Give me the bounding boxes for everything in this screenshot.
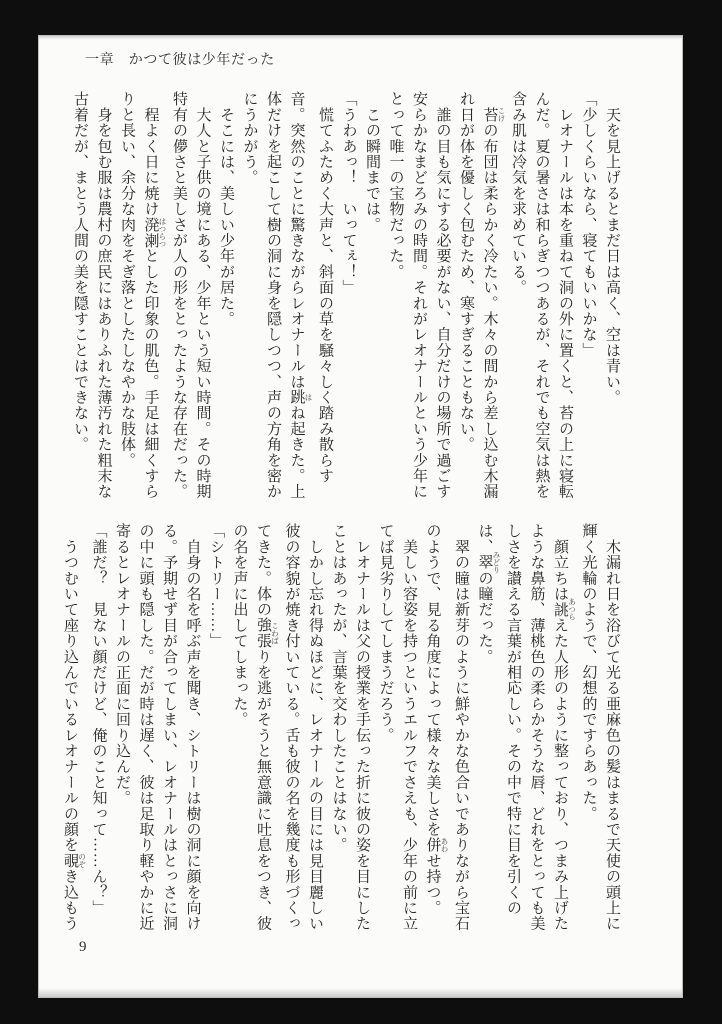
text-column: しかし忘れ得ぬほどに、レオナールの目には見目麗しい (307, 523, 323, 932)
ruby-annotation: 溌溂 はつらつ (142, 216, 167, 249)
text-column: は、翠 みどりの瞳だった。 (476, 523, 501, 665)
text-column: しさを讃える言葉が相応しい。その中で特に目を引くの (505, 523, 521, 916)
ruby-annotation: 苔 こけ (481, 106, 506, 123)
text-column: 木漏れ日を浴びて光る亜麻色の髪はまるで天使の頭上に (604, 523, 620, 932)
text-column: そこには、美しい少年が居た。 (218, 91, 234, 327)
ruby-annotation: 併 あわ (424, 837, 449, 853)
text-tier-upper (72, 91, 623, 500)
text-column: 彼の容貌が焼き付いている。舌も彼の名を幾度も形づくっ (283, 523, 300, 932)
text-column: とって唯一の宝物だった。 (387, 91, 404, 280)
text-column: 身を包む服は農村の庶民にはありふれた薄汚れた粗末な (95, 91, 112, 500)
text-column: 「シトリー……」 (208, 523, 224, 649)
text-column: 美しい容姿を持つというエルフでさえも、少年の前に立 (401, 523, 417, 932)
text-column: ことはあったが、言葉を交わしたことはない。 (330, 523, 347, 853)
text-column: 誰の目も気にする必要がない、自分だけの場所で過ごす (434, 91, 451, 500)
text-column: にうかがう。 (241, 91, 258, 186)
ruby-annotation: 跳 は (288, 389, 313, 406)
text-column: てば見劣りしてしまうだろう。 (377, 523, 394, 743)
text-column: 「少しくらいなら、寝てもいいかな」 (580, 91, 597, 358)
text-column: 安らかなまどろみの時間。それがレオナールという少年に (411, 91, 427, 500)
text-column: ような鼻筋、薄桃色の柔らかそうな唇、どれをとっても美 (528, 523, 545, 932)
text-column: 体だけを起こして樹の洞に身を隠しつつ、声の方角を密か (265, 91, 281, 500)
text-column: レオナールは父の授業を手伝った折に彼の姿を目にした (354, 523, 370, 932)
text-column: 大人と子供の境にある、少年という短い時間。その時期 (194, 91, 211, 500)
text-column: のようで、見る角度によって様々な美しさを併 あわせ持つ。 (424, 523, 449, 916)
page-number: 9 (79, 939, 87, 955)
ruby-annotation: 強張 こわば (255, 617, 280, 649)
text-column: 音。突然のことに驚きながらレオナールは跳 はね起きた。上 (288, 91, 313, 500)
text-column: 程よく日に焼け溌溂 はつらつとした印象の肌色。手足は細くすら (142, 91, 167, 500)
text-column: 天を見上げるとまだ日は高く、空は青い。 (604, 91, 620, 405)
text-tier-lower (62, 523, 623, 932)
chapter-header: 一章 かつて彼は少年だった (85, 53, 275, 68)
ruby-annotation: 誂 あつら (552, 598, 577, 621)
text-column: れ日が体を優しく包むため、寒すぎることもない。 (458, 91, 474, 453)
text-column: の中に頭も隠した。だが時は遅く、彼は足取り軽やかに近 (137, 523, 154, 932)
text-column: 慌てふためく大声と、斜面の草を騒々しく踏み散らす (317, 91, 333, 484)
ruby-annotation: 覗 のぞ (62, 852, 87, 869)
text-column: んだ。夏の暑さは和らぎつつあるが、それでも空気は熱を (533, 91, 550, 500)
text-column: 寄るとレオナールの正面に回り込んだ。 (114, 523, 130, 806)
text-column: てきた。体の強張 こわばりを逃がそうと無意識に吐息をつき、彼 (255, 523, 280, 932)
text-column: 顔立ちは誂 あつらえた人形のように整っており、つまみ上げた (552, 523, 577, 932)
text-column: 苔 こけの布団は柔らかく冷たい。木々の間から差し込む木漏 (481, 106, 506, 500)
text-column: りと長い、余分な肉をそぎ落としたしなやかな肢体。 (119, 91, 135, 468)
text-column: 含み肌は冷気を求めている。 (510, 91, 526, 296)
text-column: る。予期せず目が合ってしまい、レオナールはとっさに洞 (161, 523, 177, 932)
text-column: 輝く光輪のようで、幻想的ですらあった。 (580, 523, 597, 822)
text-column: レオナールは本を重ねて洞の外に置くと、苔の上に寝転 (557, 91, 573, 500)
ruby-annotation: 翠 みどり (476, 551, 501, 574)
text-column: 「誰だ？ 見ない顔だけど、俺のこと知って……ん？」 (90, 523, 107, 916)
text-column: 「うわあっ！ いってぇ！」 (340, 91, 357, 296)
text-column: 自身の名を呼ぶ声を聞き、シトリーは樹の洞に顔を向け (184, 523, 201, 932)
book-page (38, 35, 683, 998)
text-column: うつむいて座り込んでいるレオナールの顔を覗 のぞき込もう (62, 523, 87, 932)
text-column: の名を声に出してしまった。 (231, 523, 248, 728)
text-column: 特有の儚さと美しさが人の形をとったような存在だった。 (171, 91, 187, 500)
text-column: この瞬間までは。 (364, 91, 380, 233)
text-column: 古着だが、まとう人間の美を隠すことはできない。 (72, 91, 88, 453)
text-column: 翠の瞳は新芽のように鮮やかな色合いでありながら宝石 (453, 523, 469, 932)
